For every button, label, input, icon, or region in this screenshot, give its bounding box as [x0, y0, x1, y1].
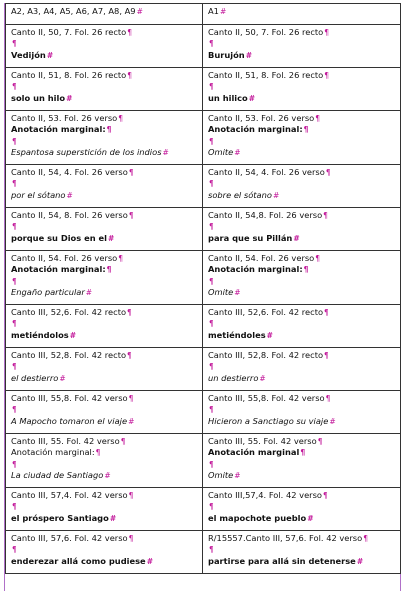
- cell-line: [208, 436, 396, 447]
- cell-base-witness: [203, 4, 401, 25]
- pilcrow-mark: ¶: [12, 545, 17, 555]
- pilcrow-mark: ¶: [128, 211, 134, 220]
- pilcrow-mark: ¶: [209, 319, 214, 329]
- cell-end-mark: #: [66, 93, 73, 103]
- table-row: [6, 4, 401, 25]
- cell-line: [11, 447, 198, 458]
- cell-line: [208, 210, 396, 221]
- pilcrow-mark: ¶: [106, 265, 112, 275]
- cell-line: [208, 459, 396, 470]
- pilcrow-mark: ¶: [128, 491, 134, 500]
- cell-line: [208, 470, 396, 481]
- cell-line: [11, 307, 198, 318]
- cell-base-witness: [203, 348, 401, 391]
- line-text: Canto III, 55. Fol. 42 verso: [11, 436, 120, 446]
- cell-end-mark: #: [46, 50, 54, 60]
- table-row: [6, 391, 401, 434]
- cell-end-mark: #: [104, 470, 111, 480]
- pilcrow-mark: ¶: [325, 394, 331, 403]
- cell-line: [208, 167, 396, 178]
- line-text: metiéndolos: [11, 329, 69, 340]
- line-text: Canto III,57,4. Fol. 42 verso: [208, 490, 322, 500]
- pilcrow-mark: ¶: [127, 351, 132, 360]
- cell-line: [11, 233, 198, 244]
- cell-line: [11, 264, 198, 275]
- cell-end-mark: #: [162, 147, 169, 157]
- line-text: para que su Pillán: [208, 232, 293, 243]
- line-text: Anotación marginal:: [208, 124, 303, 135]
- cell-variant-witnesses: [6, 531, 203, 574]
- cell-variant-witnesses: [6, 391, 203, 434]
- cell-line: [11, 93, 198, 104]
- line-text: Canto III, 52,8. Fol. 42 recto: [208, 350, 324, 360]
- cell-line: [208, 404, 396, 415]
- cell-base-witness: [203, 391, 401, 434]
- pilcrow-mark: ¶: [12, 362, 17, 372]
- line-text: Canto II, 51, 8. Fol. 26 recto: [11, 70, 127, 80]
- pilcrow-mark: ¶: [300, 448, 306, 458]
- cell-line: [11, 287, 198, 298]
- cell-line: [208, 307, 396, 318]
- cell-end-mark: #: [109, 513, 117, 523]
- cell-end-mark: #: [234, 147, 241, 157]
- pilcrow-mark: ¶: [128, 168, 134, 177]
- line-text: porque su Dios en el: [11, 232, 107, 243]
- pilcrow-mark: ¶: [324, 71, 329, 80]
- pilcrow-mark: ¶: [127, 308, 132, 317]
- cell-line: [11, 124, 198, 135]
- line-text: por el sótano: [11, 189, 66, 200]
- cell-base-witness: [203, 251, 401, 305]
- cell-end-mark: #: [146, 556, 153, 566]
- cell-line: [208, 221, 396, 232]
- cell-line: [208, 544, 396, 555]
- cell-line: [11, 350, 198, 361]
- cell-line: [208, 113, 396, 124]
- cell-line: [208, 556, 396, 567]
- pilcrow-mark: ¶: [120, 437, 126, 446]
- table-row: [6, 251, 401, 305]
- line-text: Anotación marginal:: [208, 264, 303, 275]
- line-text: Omite: [208, 286, 234, 297]
- cell-line: [208, 6, 396, 17]
- line-text: Canto III, 55,8. Fol. 42 verso: [208, 393, 325, 403]
- pilcrow-mark: ¶: [127, 71, 132, 80]
- pilcrow-mark: ¶: [209, 459, 214, 469]
- pilcrow-mark: ¶: [128, 394, 134, 403]
- pilcrow-mark: ¶: [128, 534, 134, 543]
- cell-line: [11, 210, 198, 221]
- cell-line: [208, 533, 396, 544]
- line-text: Canto II, 51, 8. Fol. 26 recto: [208, 70, 324, 80]
- table-row: [6, 25, 401, 68]
- table-row: [6, 348, 401, 391]
- line-text: Canto II, 53. Fol. 26 verso: [11, 113, 118, 123]
- line-text: un hilico: [208, 92, 248, 103]
- line-text: sobre el sótano: [208, 189, 272, 200]
- cell-variant-witnesses: [6, 488, 203, 531]
- cell-end-mark: #: [219, 7, 227, 16]
- table-row: [6, 305, 401, 348]
- cell-end-mark: #: [234, 287, 241, 297]
- line-text: A2, A3, A4, A5, A6, A7, A8, A9: [11, 6, 136, 16]
- cell-end-mark: #: [266, 330, 273, 340]
- cell-line: [11, 513, 198, 524]
- cell-variant-witnesses: [6, 25, 203, 68]
- cell-line: [208, 276, 396, 287]
- cell-line: [11, 470, 198, 481]
- line-text: enderezar allá como pudiese: [11, 555, 146, 566]
- pilcrow-mark: ¶: [317, 437, 323, 446]
- cell-line: [11, 6, 198, 17]
- cell-line: [208, 393, 396, 404]
- cell-line: [208, 287, 396, 298]
- cell-line: [11, 70, 198, 81]
- cell-variant-witnesses: [6, 348, 203, 391]
- line-text: solo un hilo: [11, 92, 66, 103]
- line-text: Omite: [208, 146, 234, 157]
- line-text: Omite: [208, 469, 234, 480]
- pilcrow-mark: ¶: [209, 545, 214, 555]
- line-text: Canto II, 54, 8. Fol. 26 verso: [11, 210, 128, 220]
- pilcrow-mark: ¶: [12, 276, 17, 286]
- cell-variant-witnesses: [6, 165, 203, 208]
- cell-line: [11, 459, 198, 470]
- cell-line: [208, 27, 396, 38]
- cell-line: [208, 513, 396, 524]
- cell-line: [11, 136, 198, 147]
- cell-line: [11, 556, 198, 567]
- pilcrow-mark: ¶: [12, 502, 17, 512]
- cell-line: [11, 436, 198, 447]
- cell-line: [11, 81, 198, 92]
- table-row: [6, 488, 401, 531]
- cell-end-mark: #: [248, 93, 256, 103]
- line-text: A1: [208, 6, 219, 16]
- cell-line: [11, 167, 198, 178]
- cell-line: [208, 147, 396, 158]
- pilcrow-mark: ¶: [363, 534, 368, 543]
- cell-line: [208, 233, 396, 244]
- cell-line: [11, 533, 198, 544]
- table-row: [6, 68, 401, 111]
- cell-end-mark: #: [128, 416, 135, 426]
- pilcrow-mark: ¶: [12, 136, 17, 146]
- pilcrow-mark: ¶: [209, 405, 214, 415]
- line-text: metiéndoles: [208, 329, 266, 340]
- cell-end-mark: #: [66, 190, 73, 200]
- line-text: La ciudad de Santiago: [11, 469, 104, 480]
- line-text: A Mapocho tomaron el viaje: [11, 415, 128, 426]
- cell-line: [11, 178, 198, 189]
- pilcrow-mark: ¶: [209, 39, 214, 49]
- pilcrow-mark: ¶: [322, 491, 328, 500]
- cell-line: [11, 113, 198, 124]
- cell-end-mark: #: [356, 556, 364, 566]
- line-text: Canto III, 52,6. Fol. 42 recto: [11, 307, 127, 317]
- cell-line: [11, 27, 198, 38]
- cell-base-witness: [203, 531, 401, 574]
- pilcrow-mark: ¶: [209, 276, 214, 286]
- line-text: Canto III, 57,6. Fol. 42 verso: [11, 533, 128, 543]
- pilcrow-mark: ¶: [209, 362, 214, 372]
- cell-base-witness: [203, 434, 401, 488]
- pilcrow-mark: ¶: [12, 82, 17, 92]
- cell-line: [11, 318, 198, 329]
- cell-end-mark: #: [307, 513, 314, 523]
- line-text: Canto III, 55,8. Fol. 42 verso: [11, 393, 128, 403]
- table-row: [6, 208, 401, 251]
- cell-base-witness: [203, 488, 401, 531]
- pilcrow-mark: ¶: [12, 405, 17, 415]
- cell-end-mark: #: [245, 50, 252, 60]
- cell-line: [208, 330, 396, 341]
- line-text: Canto II, 54,8. Fol. 26 verso: [208, 210, 323, 220]
- cell-variant-witnesses: [6, 4, 203, 25]
- cell-base-witness: [203, 208, 401, 251]
- pilcrow-mark: ¶: [303, 265, 309, 275]
- cell-line: [208, 361, 396, 372]
- cell-line: [11, 404, 198, 415]
- cell-line: [11, 490, 198, 501]
- cell-line: [11, 190, 198, 201]
- document-page: [4, 3, 401, 591]
- cell-line: [208, 416, 396, 427]
- cell-base-witness: [203, 111, 401, 165]
- cell-base-witness: [203, 68, 401, 111]
- table-row: [6, 111, 401, 165]
- cell-line: [208, 253, 396, 264]
- cell-line: [11, 373, 198, 384]
- pilcrow-mark: ¶: [209, 82, 214, 92]
- line-text: Hicieron a Sanctiago su viaje: [208, 415, 329, 426]
- pilcrow-mark: ¶: [324, 308, 329, 317]
- comparison-table: [5, 3, 401, 574]
- cell-line: [11, 50, 198, 61]
- cell-line: [208, 178, 396, 189]
- pilcrow-mark: ¶: [118, 114, 124, 123]
- cell-line: [208, 373, 396, 384]
- cell-end-mark: #: [85, 287, 93, 297]
- cell-line: [208, 447, 396, 458]
- line-text: Canto III, 52,8. Fol. 42 recto: [11, 350, 127, 360]
- cell-end-mark: #: [272, 190, 280, 200]
- table-row: [6, 434, 401, 488]
- cell-line: [208, 81, 396, 92]
- cell-end-mark: #: [69, 330, 77, 340]
- line-text: Canto II, 54, 4. Fol. 26 verso: [11, 167, 128, 177]
- line-text: Vedijón: [11, 49, 46, 60]
- cell-line: [208, 264, 396, 275]
- cell-end-mark: #: [293, 233, 300, 243]
- pilcrow-mark: ¶: [315, 254, 321, 263]
- line-text: partirse para allá sin detenerse: [208, 555, 356, 566]
- cell-line: [208, 318, 396, 329]
- cell-line: [11, 253, 198, 264]
- line-text: Espantosa superstición de los indios: [11, 146, 162, 157]
- table-row: [6, 165, 401, 208]
- cell-line: [208, 70, 396, 81]
- line-text: Anotación marginal:: [11, 447, 95, 458]
- pilcrow-mark: ¶: [12, 39, 17, 49]
- table-row: [6, 531, 401, 574]
- line-text: el próspero Santiago: [11, 512, 109, 523]
- cell-variant-witnesses: [6, 111, 203, 165]
- pilcrow-mark: ¶: [12, 222, 17, 232]
- pilcrow-mark: ¶: [325, 168, 331, 177]
- cell-line: [208, 350, 396, 361]
- cell-line: [208, 136, 396, 147]
- line-text: R/15557.Canto III, 57,6. Fol. 42 verso: [208, 533, 363, 543]
- cell-line: [11, 38, 198, 49]
- pilcrow-mark: ¶: [209, 179, 214, 189]
- pilcrow-mark: ¶: [303, 125, 309, 135]
- line-text: un destierro: [208, 372, 259, 383]
- cell-line: [11, 501, 198, 512]
- pilcrow-mark: ¶: [12, 319, 17, 329]
- cell-base-witness: [203, 305, 401, 348]
- line-text: Canto III, 55. Fol. 42 verso: [208, 436, 317, 446]
- line-text: Anotación marginal: [208, 447, 300, 458]
- cell-end-mark: #: [259, 373, 266, 383]
- pilcrow-mark: ¶: [12, 179, 17, 189]
- line-text: Anotación marginal:: [11, 124, 106, 135]
- cell-end-mark: #: [234, 470, 241, 480]
- cell-line: [11, 544, 198, 555]
- cell-line: [208, 124, 396, 135]
- cell-variant-witnesses: [6, 305, 203, 348]
- cell-line: [11, 147, 198, 158]
- pilcrow-mark: ¶: [324, 351, 329, 360]
- line-text: Canto II, 53. Fol. 26 verso: [208, 113, 315, 123]
- cell-line: [11, 361, 198, 372]
- line-text: Canto II, 54. Fol. 26 verso: [11, 253, 118, 263]
- cell-base-witness: [203, 165, 401, 208]
- cell-variant-witnesses: [6, 208, 203, 251]
- table-body: [6, 4, 401, 574]
- pilcrow-mark: ¶: [12, 459, 17, 469]
- line-text: Canto III, 52,6. Fol. 42 recto: [208, 307, 324, 317]
- cell-line: [208, 38, 396, 49]
- pilcrow-mark: ¶: [118, 254, 124, 263]
- pilcrow-mark: ¶: [106, 125, 112, 135]
- cell-variant-witnesses: [6, 434, 203, 488]
- pilcrow-mark: ¶: [315, 114, 321, 123]
- cell-end-mark: #: [107, 233, 115, 243]
- cell-line: [208, 190, 396, 201]
- pilcrow-mark: ¶: [127, 28, 132, 37]
- cell-line: [11, 276, 198, 287]
- line-text: Engaño particular: [11, 286, 85, 297]
- cell-end-mark: #: [59, 373, 66, 383]
- line-text: Burujón: [208, 49, 245, 60]
- line-text: el mapochote pueblo: [208, 512, 307, 523]
- pilcrow-mark: ¶: [323, 211, 328, 220]
- cell-end-mark: #: [329, 416, 336, 426]
- cell-line: [208, 93, 396, 104]
- cell-variant-witnesses: [6, 68, 203, 111]
- cell-line: [208, 490, 396, 501]
- pilcrow-mark: ¶: [209, 136, 214, 146]
- cell-line: [11, 416, 198, 427]
- line-text: el destierro: [11, 372, 59, 383]
- line-text: Canto II, 54. Fol. 26 verso: [208, 253, 315, 263]
- cell-line: [11, 330, 198, 341]
- cell-line: [208, 501, 396, 512]
- pilcrow-mark: ¶: [209, 502, 214, 512]
- pilcrow-mark: ¶: [95, 448, 101, 458]
- cell-end-mark: #: [136, 7, 143, 16]
- cell-variant-witnesses: [6, 251, 203, 305]
- cell-line: [11, 221, 198, 232]
- pilcrow-mark: ¶: [324, 28, 329, 37]
- line-text: Anotación marginal:: [11, 264, 106, 275]
- cell-line: [11, 393, 198, 404]
- cell-base-witness: [203, 25, 401, 68]
- line-text: Canto II, 50, 7. Fol. 26 recto: [11, 27, 127, 37]
- line-text: Canto III, 57,4. Fol. 42 verso: [11, 490, 128, 500]
- line-text: Canto II, 54, 4. Fol. 26 verso: [208, 167, 325, 177]
- pilcrow-mark: ¶: [209, 222, 214, 232]
- line-text: Canto II, 50, 7. Fol. 26 recto: [208, 27, 324, 37]
- cell-line: [208, 50, 396, 61]
